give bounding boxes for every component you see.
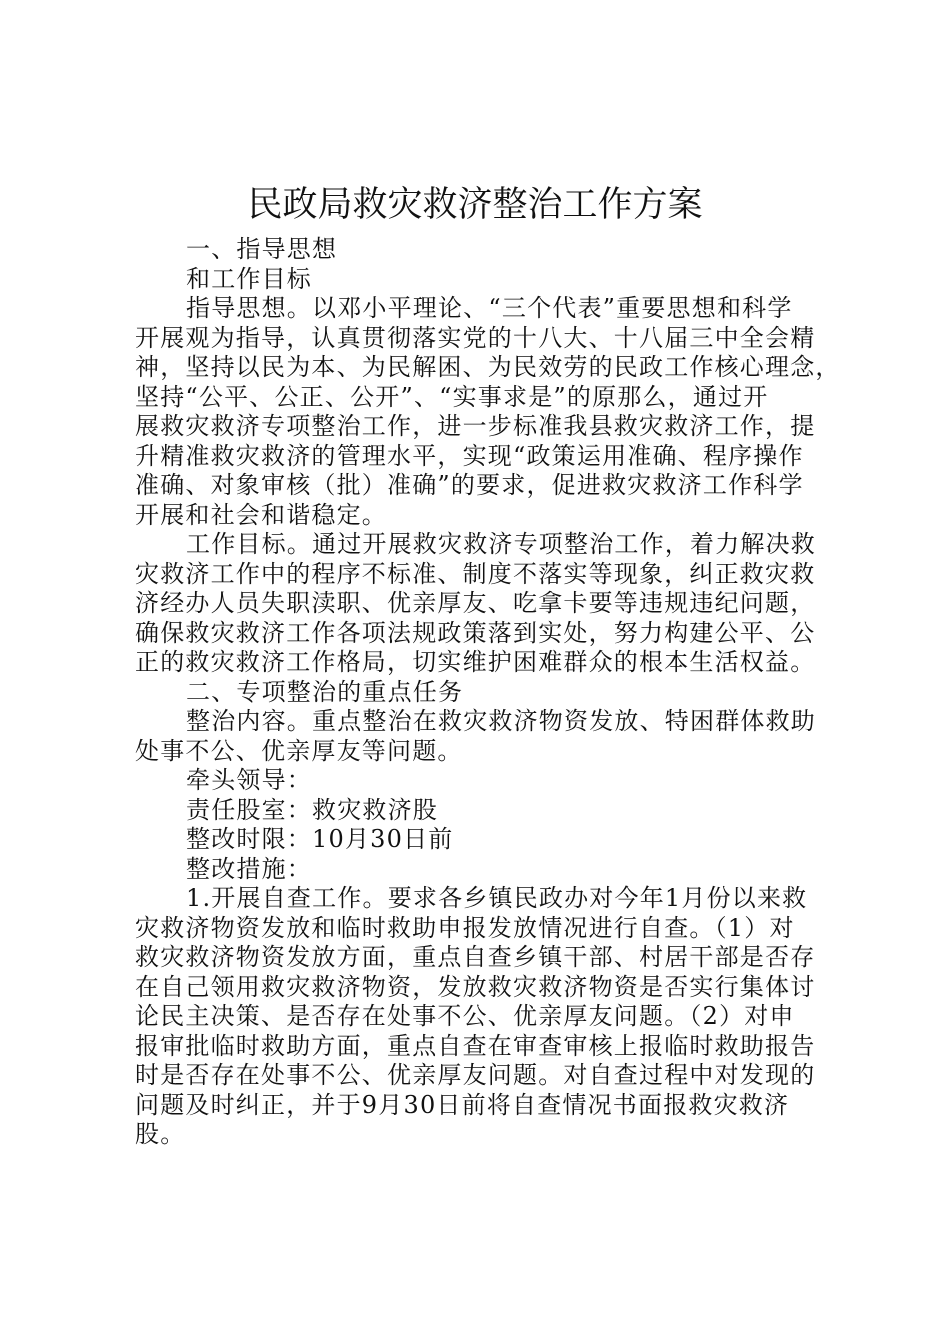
text-line: 展救灾救济专项整治工作，进一步标准我县救灾救济工作，提: [135, 412, 816, 440]
text-line: 论民主决策、是否存在处事不公、优亲厚友问题。（2）对申: [135, 1002, 795, 1030]
text-line: 坚持“公平、公正、公开”、“实事求是”的原那么，通过开: [135, 382, 769, 411]
text-line: 准确、对象审核（批）准确”的要求，促进救灾救济工作科学: [135, 471, 804, 499]
text-line: 救灾救济物资发放方面，重点自查乡镇干部、村居干部是否存: [135, 943, 816, 971]
document-title: 民政局救灾救济整治工作方案: [247, 185, 703, 225]
text-line: 整治内容。重点整治在救灾救济物资发放、特困群体救助: [186, 707, 816, 735]
text-line: 报审批临时救助方面，重点自查在审查审核上报临时救助报告: [135, 1031, 816, 1060]
text-line: 问题及时纠正，并于9月30日前将自查情况书面报救灾救济: [135, 1090, 790, 1119]
text-line: 牵头领导：: [186, 766, 312, 794]
text-line: 升精准救灾救济的管理水平，实现“政策运用准确、程序操作: [135, 441, 804, 470]
text-line: 济经办人员失职渎职、优亲厚友、吃拿卡要等违规违纪问题，: [135, 589, 816, 617]
text-line: 整改时限：10月30日前: [186, 825, 454, 853]
text-line: 指导思想。以邓小平理论、“三个代表”重要思想和科学: [186, 294, 793, 322]
text-line: 灾救济物资发放和临时救助申报发放情况进行自查。（1）对: [135, 913, 795, 942]
text-line: 正的救灾救济工作格局，切实维护困难群众的根本生活权益。: [135, 648, 816, 676]
text-line: 灾救济工作中的程序不标准、制度不落实等现象，纠正救灾救: [135, 559, 816, 588]
text-line: 工作目标。通过开展救灾救济专项整治工作，着力解决救: [186, 530, 816, 558]
document-body: [135, 235, 841, 1150]
text-line: 整改措施：: [186, 854, 312, 883]
text-line: 和工作目标: [186, 264, 312, 293]
text-line: 股。: [135, 1120, 186, 1148]
text-line: 时是否存在处事不公、优亲厚友问题。对自查过程中对发现的: [135, 1061, 816, 1089]
text-line: 1.开展自查工作。要求各乡镇民政办对今年1月份以来救: [186, 884, 808, 912]
text-line: 确保救灾救济工作各项法规政策落到实处，努力构建公平、公: [135, 618, 816, 647]
text-line: 开展观为指导，认真贯彻落实党的十八大、十八届三中全会精: [135, 323, 816, 352]
text-line: 神，坚持以民为本、为民解困、为民效劳的民政工作核心理念，: [135, 353, 841, 381]
text-line: 开展和社会和谐稳定。: [135, 500, 387, 529]
text-line: 二、专项整治的重点任务: [186, 677, 464, 706]
text-line: 一、指导思想: [186, 235, 338, 263]
text-line: 在自己领用救灾救济物资，发放救灾救济物资是否实行集体讨: [135, 972, 816, 1001]
text-line: 责任股室：救灾救济股: [186, 795, 438, 824]
text-line: 处事不公、优亲厚友等问题。: [135, 736, 463, 765]
